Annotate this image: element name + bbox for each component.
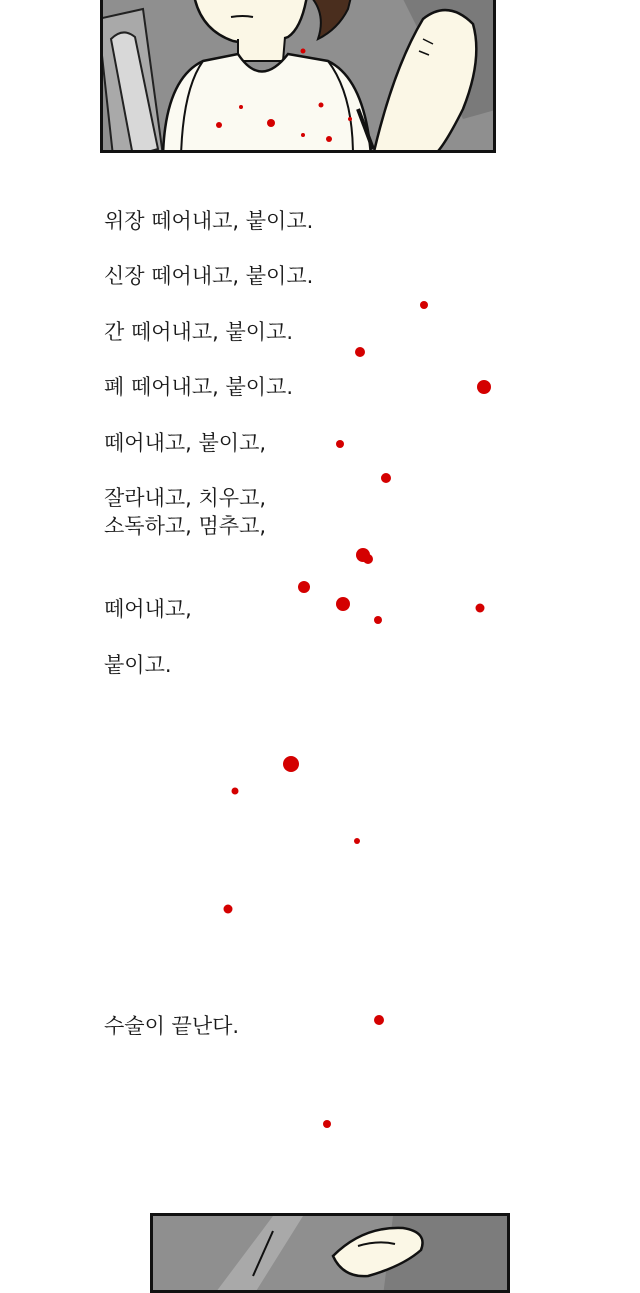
- blood-drop: [476, 604, 485, 613]
- blood-drop: [354, 838, 360, 844]
- narration-line-8: 떼어내고,: [104, 597, 192, 621]
- blood-drop: [374, 616, 382, 624]
- narration-line-5: 떼어내고, 붙이고,: [104, 431, 267, 455]
- blood-drop: [355, 347, 365, 357]
- blood-drop: [477, 380, 491, 394]
- blood-drop: [283, 756, 299, 772]
- narration-line-2: 신장 떼어내고, 붙이고.: [104, 264, 314, 288]
- blood-drop: [232, 788, 239, 795]
- blood-drop: [374, 1015, 384, 1025]
- blood-drop: [336, 440, 344, 448]
- blood-drop: [323, 1120, 331, 1128]
- blood-drop: [420, 301, 428, 309]
- narration-line-10: 수술이 끝난다.: [104, 1014, 240, 1038]
- narration-line-1: 위장 떼어내고, 붙이고.: [104, 209, 314, 233]
- blood-drop: [336, 597, 350, 611]
- narration-line-7: 소독하고, 멈추고,: [104, 514, 267, 538]
- narration-line-3: 간 떼어내고, 붙이고.: [104, 320, 293, 344]
- narration-line-9: 붙이고.: [104, 653, 172, 677]
- blood-drop: [381, 473, 391, 483]
- narration-line-4: 폐 떼어내고, 붙이고.: [104, 375, 293, 399]
- blood-drop: [224, 905, 233, 914]
- comic-panel-bottom: [150, 1213, 510, 1293]
- panel-illustration-bottom: [153, 1216, 510, 1293]
- blood-drop: [298, 581, 310, 593]
- blood-drop: [363, 554, 373, 564]
- narration-line-6: 잘라내고, 치우고,: [104, 486, 267, 510]
